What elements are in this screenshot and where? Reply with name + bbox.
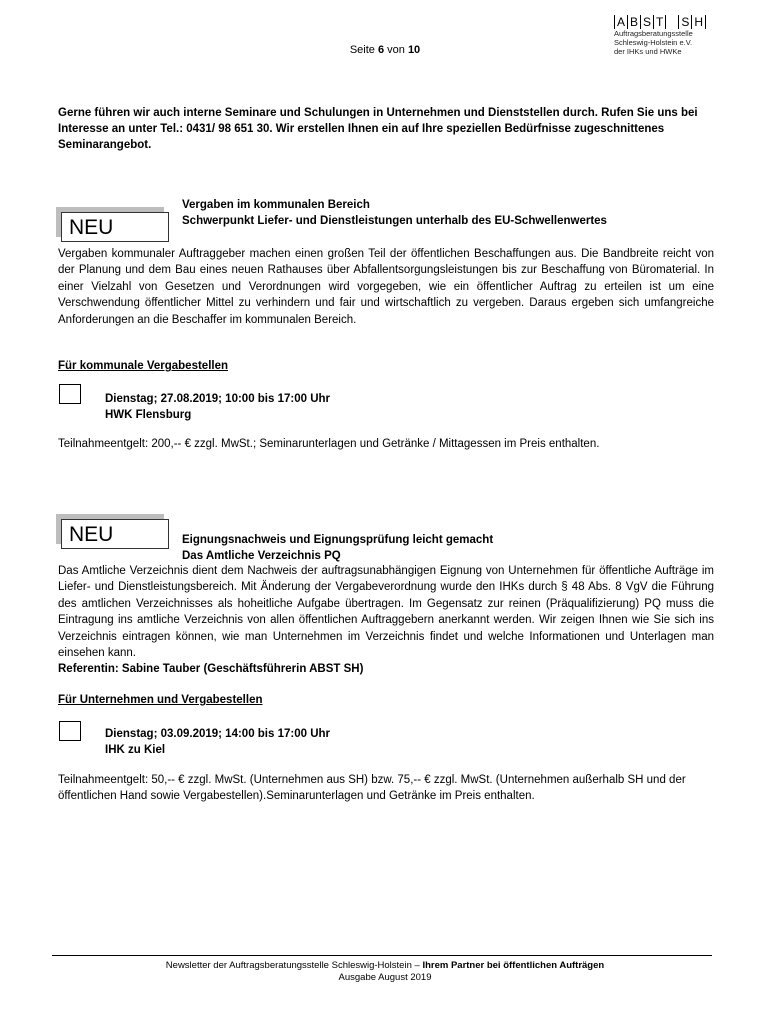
footer-tagline: Ihrem Partner bei öffentlichen Aufträgen [422, 960, 605, 971]
logo-letter: H [691, 15, 706, 29]
section-body: Das Amtliche Verzeichnis dient dem Nachweis der auftragsunabhängigen Eignung von Unternehmen für öffentliche Aufträge im Liefer- und Dienstleistungsbereich. Mit Änderung der Vergabeverordnung wurde den IHKs durch § 48 Abs. 8 VgV die Führung des amtlichen Verzeichnisses als hoheitliche Aufgabe übertragen. Im Gegensatz zur reinen (Präqualifizierung) PQ muss die Eintragung ins amtliche Verzeichnis von allen öffentlichen Auftraggebern anerkannt werden. Wir zeigen Ihnen wie Sie sich ins Verzeichnis eintragen können, wie man Unternehmen im Verzeichnis findet und welche Informationen und Unterlagen man einsehen kann. [58, 565, 714, 660]
logo-letter: S [678, 15, 691, 29]
section-body: Vergaben kommunaler Auftraggeber machen einen großen Teil der öffentlichen Beschaffungen aus. Die Bandbreite reicht von der Planung und dem Bau eines neuen Rathauses über Abfallentsorgungsleistungen bis zur Beschaffung von Büromaterial. In einer Vielzahl von Gesetzen und Verordnungen wird vorgegeben, wie ein öffentlicher Auftrag zu erteilen ist um eine Verschwendung öffentlicher Mittel zu verhindern und fair und wirtschaftlich zu vergeben. Daraus ergeben sich umfangreiche Anforderungen an die Beschaffer im kommunalen Bereich. [58, 248, 714, 326]
neu-badge: NEU [61, 519, 169, 549]
page-mid: von [384, 44, 408, 56]
register-checkbox[interactable] [59, 384, 81, 404]
intro-paragraph: Gerne führen wir auch interne Seminare und Schulungen in Unternehmen und Dienststellen durch. Rufen Sie uns bei Interesse an unter Tel.: 0431/ 98 651 30. Wir erstellen Ihnen ein auf Ihre speziellen Bedürfnisse zugeschnittenes Seminarangebot. [58, 107, 698, 151]
logo-line: Auftragsberatungsstelle [614, 29, 693, 38]
page-total: 10 [407, 44, 421, 56]
section-subtitle: Schwerpunkt Liefer- und Dienstleistungen unterhalb des EU-Schwellenwertes [182, 215, 607, 227]
footer [0, 960, 770, 984]
logo-line: der IHKs und HWKe [614, 47, 682, 56]
abst-logo [614, 15, 734, 56]
logo-letters [614, 15, 734, 29]
logo-letter: S [640, 15, 653, 29]
speaker-line: Referentin: Sabine Tauber (Geschäftsführerin ABST SH) [58, 663, 364, 675]
section-title: Eignungsnachweis und Eignungsprüfung leicht gemacht [182, 534, 494, 546]
fee-text: Teilnahmeentgelt: 50,-- € zzgl. MwSt. (Unternehmen aus SH) bzw. 75,-- € zzgl. MwSt. (Unternehmen außerhalb SH und der öffentlichen Hand sowie Vergabestellen).Seminarunterlagen und Getränke im Preis enthalten. [58, 774, 686, 802]
register-checkbox[interactable] [59, 721, 81, 741]
seminar-location: HWK Flensburg [105, 409, 192, 421]
fee-text: Teilnahmeentgelt: 200,-- € zzgl. MwSt.; Seminarunterlagen und Getränke / Mittagessen im Preis enthalten. [58, 438, 600, 450]
logo-letter: A [614, 15, 627, 29]
page-current: 6 [377, 44, 385, 56]
seminar-date: Dienstag; 27.08.2019; 10:00 bis 17:00 Uhr [105, 393, 331, 405]
audience-heading: Für Unternehmen und Vergabestellen [58, 694, 263, 706]
section-title: Vergaben im kommunalen Bereich [182, 199, 370, 211]
neu-badge: NEU [61, 212, 169, 242]
footer-text: Newsletter der Auftragsberatungsstelle Schleswig-Holstein – [165, 960, 423, 971]
logo-letter [665, 15, 678, 29]
logo-line: Schleswig-Holstein e.V. [614, 38, 693, 47]
footer-issue: Ausgabe August 2019 [338, 972, 432, 983]
page-prefix: Seite [349, 44, 378, 56]
logo-letter: T [653, 15, 665, 29]
logo-letter: B [627, 15, 640, 29]
seminar-location: IHK zu Kiel [105, 744, 166, 756]
footer-divider [52, 955, 712, 956]
seminar-date: Dienstag; 03.09.2019; 14:00 bis 17:00 Uhr [105, 728, 331, 740]
audience-heading: Für kommunale Vergabestellen [58, 360, 229, 372]
section-subtitle: Das Amtliche Verzeichnis PQ [182, 550, 341, 562]
